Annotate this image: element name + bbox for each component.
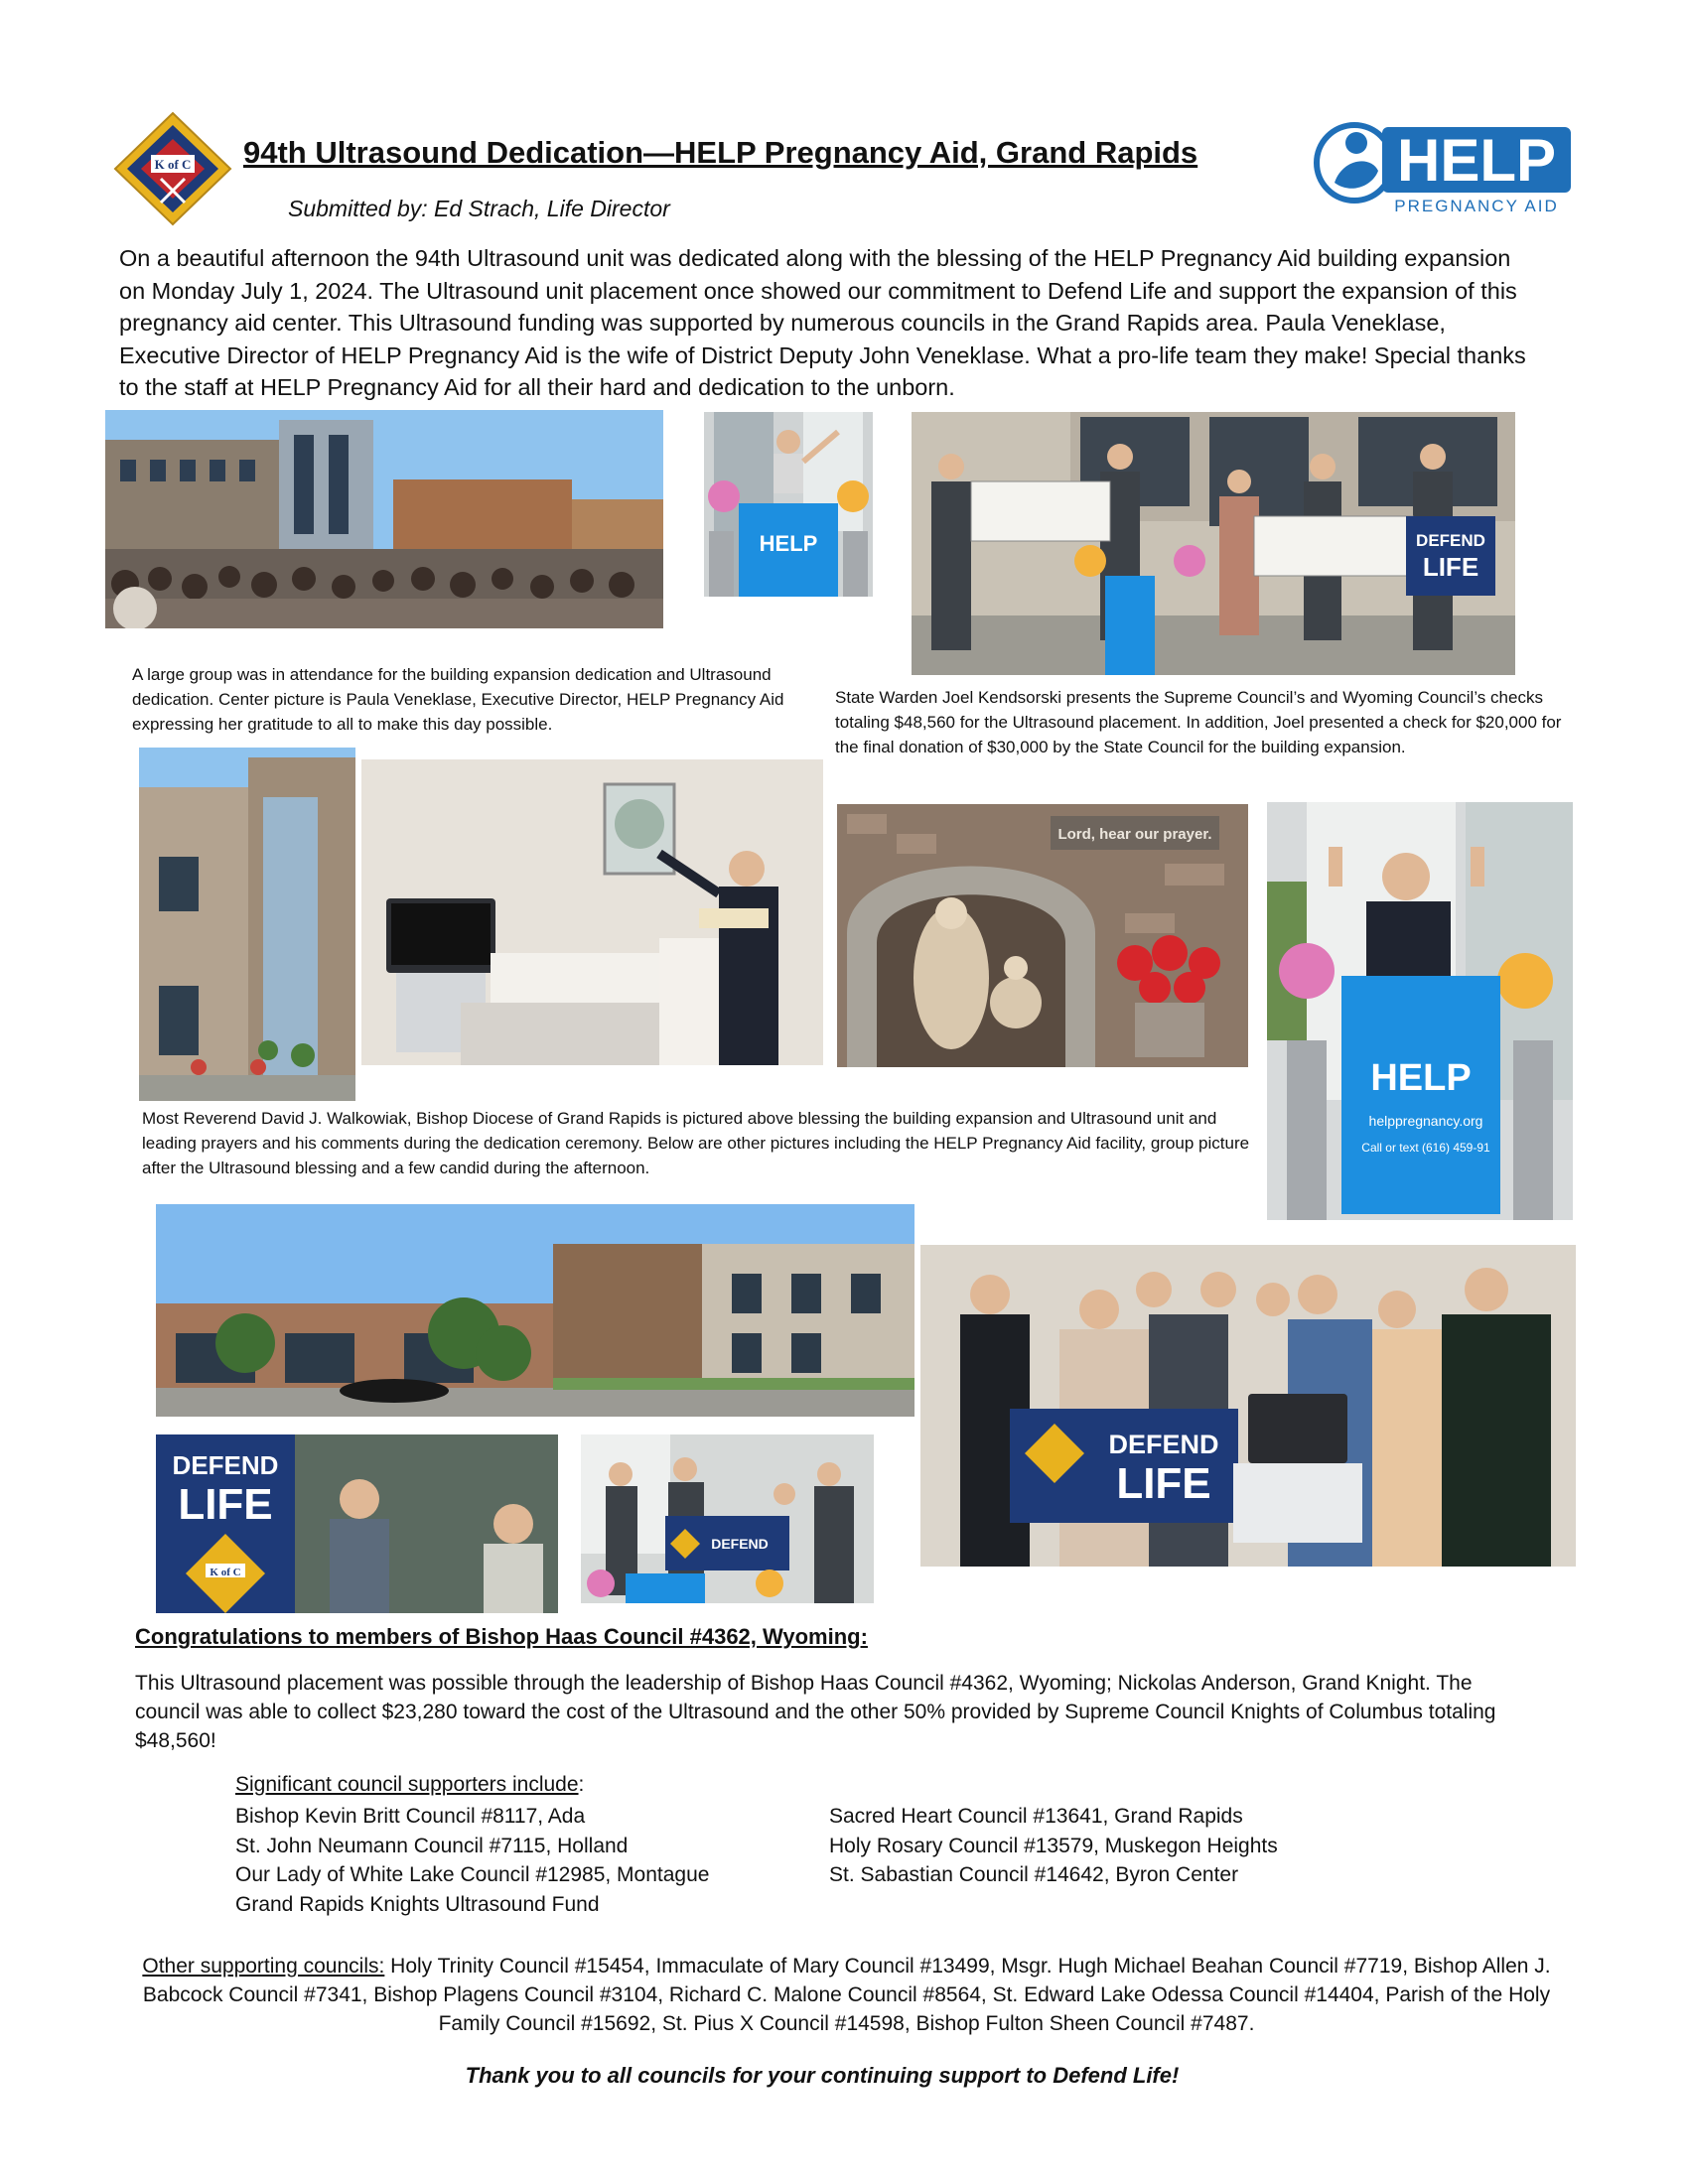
supporter-item: Holy Rosary Council #13579, Muskegon Heights: [829, 1834, 1278, 1857]
other-councils-paragraph: [129, 1952, 1564, 2038]
supporters-heading-label: Significant council supporters include: [235, 1773, 579, 1796]
congrats-body: This Ultrasound placement was possible through the leadership of Bishop Haas Council #4362, Wyoming; Nickolas Anderson, Grand Knight. The council was able to collect $23,280 toward the cost of the Ultrasound and the other 50% provided by Supreme Council Knights of Columbus totaling $48,560!: [135, 1672, 1496, 1752]
photo-group-with-banner: [920, 1245, 1576, 1567]
podium-url: helppregnancy.org: [1368, 1113, 1483, 1129]
supporters-heading: [235, 1773, 584, 1797]
photo-bishop-blessing-ultrasound: [361, 759, 823, 1065]
kofc-emblem-logo: [113, 111, 232, 226]
check-banner-defend: DEFEND: [1416, 531, 1485, 550]
other-councils-label: Other supporting councils:: [142, 1955, 385, 1978]
caption-attendance: A large group was in attendance for the building expansion dedication and Ultrasound dedication. Center picture is Paula Veneklase, Executive Director, HELP Pregnancy Aid expressing her gratitude to all to make this day possible.: [132, 665, 784, 734]
photo-building-tower: [139, 748, 355, 1101]
caption-checks: State Warden Joel Kendsorski presents the Supreme Council’s and Wyoming Council’s checks totaling $48,560 for the Ultrasound placement. In addition, Joel presented a check for $20,000 for the final donation of $30,000 by the State Council for the building expansion.: [835, 688, 1562, 756]
podium-help-text-large: HELP: [1370, 1057, 1472, 1099]
photo-grotto-statue: [837, 804, 1248, 1067]
grotto-plaque: Lord, hear our prayer.: [1057, 826, 1212, 843]
photo-facility-exterior: [156, 1204, 914, 1417]
page-title: 94th Ultrasound Dedication—HELP Pregnancy Aid, Grand Rapids: [243, 135, 1198, 170]
small-banner-life: LIFE: [178, 1480, 273, 1529]
unveil-banner-defend: DEFEND: [711, 1536, 769, 1552]
supporters-left-column: [235, 1802, 709, 1919]
podium-help-text: HELP: [759, 531, 818, 556]
photo-bishop-at-podium: [1267, 802, 1573, 1220]
photo-defend-life-banner-handshake: [156, 1434, 558, 1613]
supporter-item: Our Lady of White Lake Council #12985, Montague: [235, 1863, 710, 1886]
closing-thanks: Thank you to all councils for your continuing support to Defend Life!: [465, 2063, 1180, 2088]
supporter-item: Grand Rapids Knights Ultrasound Fund: [235, 1892, 600, 1916]
help-pregnancy-aid-logo: [1313, 113, 1573, 216]
byline: Submitted by: Ed Strach, Life Director: [288, 196, 670, 221]
supporter-item: Bishop Kevin Britt Council #8117, Ada: [235, 1805, 586, 1828]
group-banner-defend: DEFEND: [1108, 1430, 1219, 1459]
small-banner-defend: DEFEND: [172, 1450, 279, 1480]
caption-bishop: Most Reverend David J. Walkowiak, Bishop Diocese of Grand Rapids is pictured above blessing the building expansion and Ultrasound unit and leading prayers and his comments during the dedication ceremony. Below are other pictures including the HELP Pregnancy Aid facility, group picture after the Ultrasound blessing and a few candid during the afternoon.: [142, 1109, 1250, 1177]
podium-phone: Call or text (616) 459-91: [1361, 1141, 1490, 1155]
help-logo-word: HELP: [1396, 127, 1557, 194]
help-logo-sub: PREGNANCY AID: [1394, 197, 1559, 215]
kofc-logo-text: K of C: [154, 157, 192, 172]
photo-crowd-outdoors: [105, 410, 663, 628]
other-councils-text: Holy Trinity Council #15454, Immaculate of Mary Council #13499, Msgr. Hugh Michael Beahan Council #7719, Bishop Allen J. Babcock Council #7341, Bishop Plagens Council #3104, Richard C. Malone Council #8564, St. Edward Lake Odessa Council #14404, Parish of the Holy Family Council #15692, St. Pius X Council #14598, Bishop Fulton Sheen Council #7487.: [142, 1955, 1551, 2035]
supporter-item: St. John Neumann Council #7115, Holland: [235, 1834, 629, 1857]
photo-director-at-podium: [704, 412, 873, 597]
photo-banner-unveiling: [581, 1434, 874, 1603]
photo-check-presentation: [912, 412, 1515, 675]
supporter-item: Sacred Heart Council #13641, Grand Rapids: [829, 1805, 1243, 1828]
supporters-right-column: [829, 1802, 1278, 1890]
supporters-heading-colon: :: [578, 1773, 585, 1796]
congrats-heading: Congratulations to members of Bishop Haas Council #4362, Wyoming:: [135, 1624, 868, 1649]
supporter-item: St. Sabastian Council #14642, Byron Center: [829, 1863, 1239, 1886]
small-banner-kofc: K of C: [210, 1567, 241, 1578]
check-banner-life: LIFE: [1422, 552, 1479, 582]
intro-paragraph: On a beautiful afternoon the 94th Ultrasound unit was dedicated along with the blessing of the HELP Pregnancy Aid building expansion on Monday July 1, 2024. The Ultrasound unit placement once showed our commitment to Defend Life and support the expansion of this pregnancy aid center. This Ultrasound funding was supported by numerous councils in the Grand Rapids area. Paula Veneklase, Executive Director of HELP Pregnancy Aid is the wife of District Deputy John Veneklase. What a pro-life team they make! Special thanks to the staff at HELP Pregnancy Aid for all their hard and dedication to the unborn.: [119, 245, 1526, 400]
group-banner-life: LIFE: [1116, 1459, 1211, 1508]
